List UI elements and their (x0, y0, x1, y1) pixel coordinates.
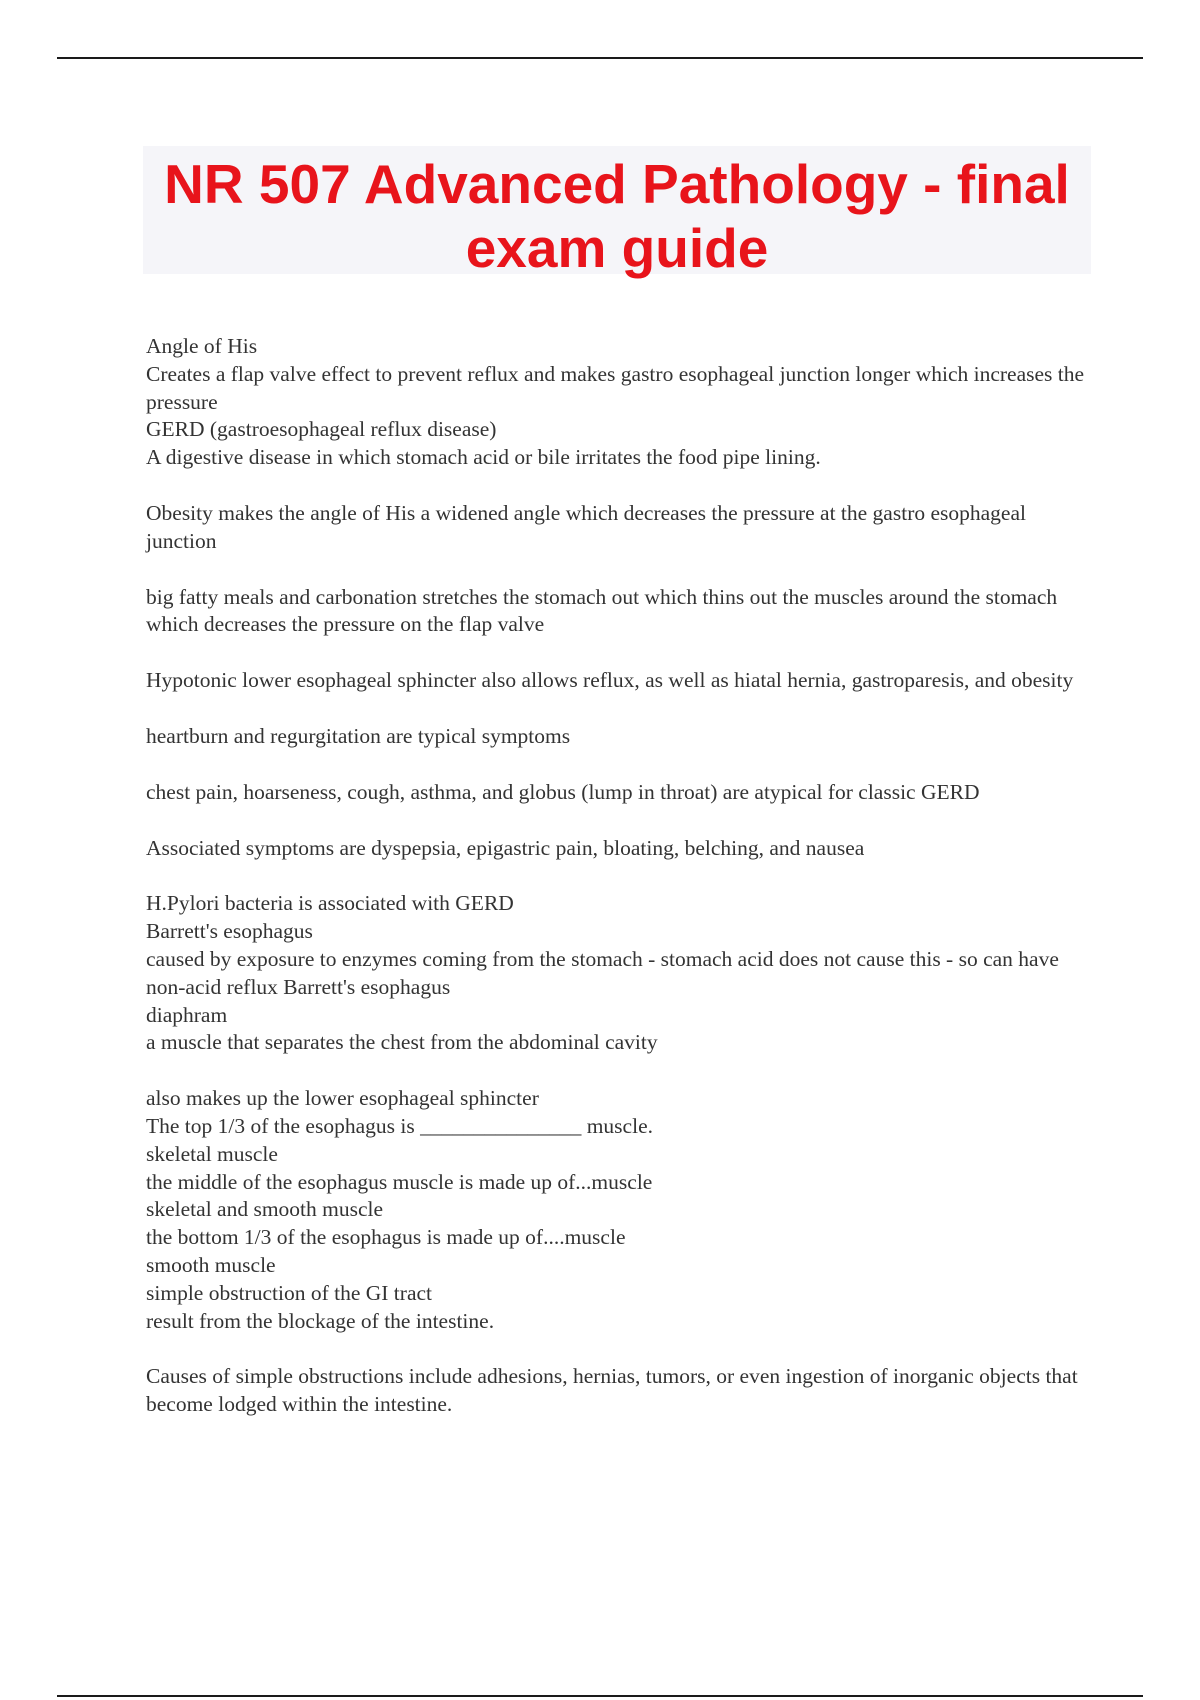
definition-barretts-esophagus: caused by exposure to enzymes coming from the stomach - stomach acid does not cause this - so can have non-acid reflux Barrett's esophagus (146, 946, 1059, 999)
paragraph-gap (146, 472, 1096, 500)
paragraph-gap (146, 807, 1096, 835)
answer-bottom-esophagus: smooth muscle (146, 1252, 276, 1277)
note-diaphram-sphincter: also makes up the lower esophageal sphincter (146, 1086, 539, 1111)
note-typical-symptoms: heartburn and regurgitation are typical symptoms (146, 723, 571, 748)
question-bottom-esophagus: the bottom 1/3 of the esophagus is made up of....muscle (146, 1225, 626, 1250)
note-obesity: Obesity makes the angle of His a widened angle which decreases the pressure at the gastro esophageal junction (146, 500, 1026, 553)
paragraph-gap (146, 695, 1096, 723)
term-simple-obstruction: simple obstruction of the GI tract (146, 1280, 432, 1305)
question-middle-esophagus: the middle of the esophagus muscle is made up of...muscle (146, 1169, 653, 1194)
definition-diaphram: a muscle that separates the chest from the abdominal cavity (146, 1030, 658, 1055)
note-fatty-meals: big fatty meals and carbonation stretches the stomach out which thins out the muscles around the stomach which decreases the pressure on the flap valve (146, 584, 1058, 637)
term-barretts-esophagus: Barrett's esophagus (146, 919, 313, 944)
paragraph-gap (146, 751, 1096, 779)
paragraph-gap (146, 556, 1096, 584)
definition-gerd: A digestive disease in which stomach acid or bile irritates the food pipe lining. (146, 445, 821, 470)
paragraph-gap (146, 1335, 1096, 1363)
answer-h-pylori: H.Pylori bacteria is associated with GERD (146, 891, 514, 916)
top-rule (57, 57, 1143, 59)
term-diaphram: diaphram (146, 1002, 228, 1027)
document-title: NR 507 Advanced Pathology - final exam guide (164, 153, 1070, 279)
note-atypical-symptoms: chest pain, hoarseness, cough, asthma, and globus (lump in throat) are atypical for classic GERD (146, 779, 980, 804)
paragraph-gap (146, 1057, 1096, 1085)
note-associated-symptoms: Associated symptoms are dyspepsia, epigastric pain, bloating, belching, and nausea (146, 835, 865, 860)
title-banner (143, 146, 1091, 279)
note-obstruction-causes: Causes of simple obstructions include adhesions, hernias, tumors, or even ingestion of inorganic objects that become lodged within the intestine. (146, 1364, 1078, 1417)
answer-top-esophagus: skeletal muscle (146, 1141, 278, 1166)
definition-simple-obstruction: result from the blockage of the intestine. (146, 1308, 495, 1333)
term-gerd: GERD (gastroesophageal reflux disease) (146, 417, 497, 442)
question-top-esophagus: The top 1/3 of the esophagus is _______________ muscle. (146, 1113, 653, 1138)
document-body (146, 333, 1096, 1419)
definition-angle-of-his: Creates a flap valve effect to prevent reflux and makes gastro esophageal junction longer which increases the pressure (146, 361, 1085, 414)
answer-middle-esophagus: skeletal and smooth muscle (146, 1197, 384, 1222)
paragraph-gap (146, 639, 1096, 667)
paragraph-gap (146, 862, 1096, 890)
note-hypotonic-sphincter: Hypotonic lower esophageal sphincter also allows reflux, as well as hiatal hernia, gastroparesis, and obesity (146, 668, 1074, 693)
term-angle-of-his: Angle of His (146, 334, 258, 358)
bottom-rule (57, 1695, 1143, 1697)
